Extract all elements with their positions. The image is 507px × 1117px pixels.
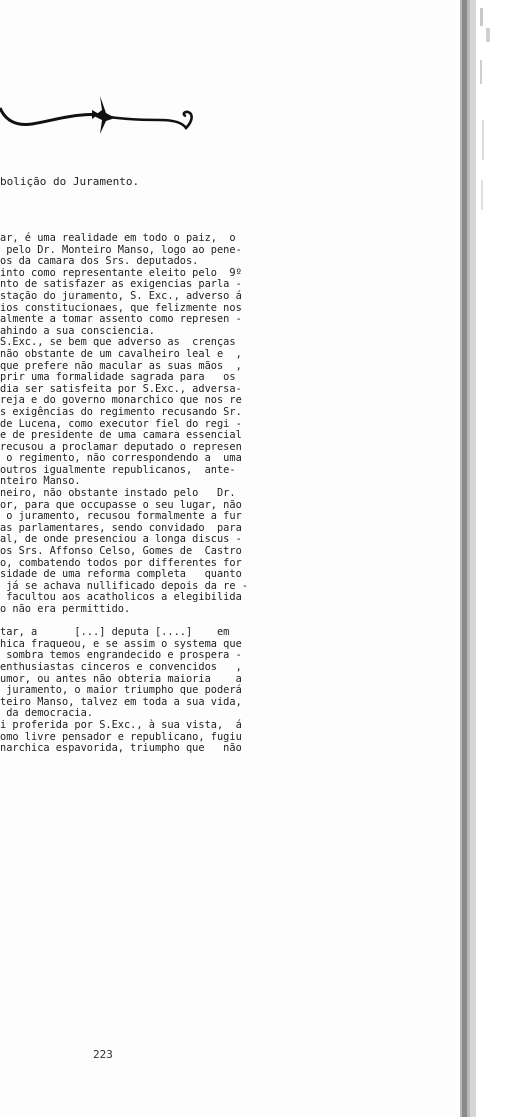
text-line: o, combatendo todos por differentes for [0, 556, 242, 569]
text-line: omo livre pensador e republicano, fugiu [0, 730, 242, 743]
text-line: neiro, não obstante instado pelo Dr. [0, 487, 236, 500]
text-line: s exigências do regimento recusando Sr. [0, 405, 242, 418]
text-line: juramento, o maior triumpho que poderá [0, 684, 242, 697]
text-line: outros igualmente republicanos, ante- [0, 463, 236, 476]
text-line: hica fraqueou, e se assim o systema que [0, 637, 242, 650]
text-line: prir uma formalidade sagrada para os [0, 371, 236, 384]
section-heading: bolição do Juramento. [0, 175, 140, 188]
text-line: i proferida por S.Exc., à sua vista, á [0, 718, 242, 731]
text-line: sidade de uma reforma completa quanto [0, 568, 242, 581]
text-line: tar, a [...] deputa [....] em [0, 626, 230, 639]
text-line: os da camara dos Srs. deputados. [0, 255, 199, 268]
text-line: que prefere não macular as suas mãos , [0, 359, 242, 372]
text-line: enthusiastas cinceros e convencidos , [0, 660, 242, 673]
text-line: as parlamentares, sendo convidado para [0, 521, 242, 534]
book-binding-edge [456, 0, 507, 1117]
text-line: teiro Manso, talvez em toda a sua vida, [0, 695, 242, 708]
text-line: al, de onde presenciou a longa discus - [0, 533, 242, 546]
text-line: ios constitucionaes, que felizmente nos [0, 301, 242, 314]
text-line: de Lucena, como executor fiel do regi - [0, 417, 242, 430]
text-line: narchica espavorida, triumpho que não [0, 742, 242, 755]
text-line: os Srs. Affonso Celso, Gomes de Castro [0, 545, 242, 558]
text-line: nteiro Manso. [0, 475, 81, 488]
text-line: ar, é uma realidade em todo o paiz, o [0, 232, 236, 244]
text-line: e de presidente de uma camara essencial [0, 429, 242, 442]
text-line: já se achava nullificado depois da re - [0, 579, 248, 592]
text-line: umor, ou antes não obteria maioria a [0, 672, 242, 685]
text-line: dia ser satisfeita por S.Exc., adversa- [0, 382, 242, 395]
text-line: stação do juramento, S. Exc., adverso á [0, 289, 242, 302]
text-line: o juramento, recusou formalmente a fur [0, 510, 242, 523]
text-line: reja e do governo monarchico que nos re [0, 394, 242, 407]
page-number: 223 [93, 1048, 113, 1061]
text-line: recusou a proclamar deputado o represen [0, 440, 242, 453]
text-line: S.Exc., se bem que adverso as crenças [0, 336, 236, 349]
text-line: into como representante eleito pelo 9º [0, 266, 242, 279]
text-line: ahindo a sua consciencia. [0, 324, 155, 337]
body-text [0, 233, 248, 755]
ornament-divider [0, 88, 200, 144]
text-line: sombra temos engrandecido e prospera - [0, 649, 242, 662]
text-line: pelo Dr. Monteiro Manso, logo ao pene- [0, 243, 242, 256]
text-line: facultou aos acatholicos a elegibilida [0, 591, 242, 604]
text-line: não obstante de um cavalheiro leal e , [0, 347, 242, 360]
text-line: nto de satisfazer as exigencias parla - [0, 278, 242, 291]
text-line: or, para que occupasse o seu lugar, não [0, 498, 242, 511]
text-line: o não era permittido. [0, 603, 131, 615]
text-line: o regimento, não correspondendo a uma [0, 452, 242, 465]
text-line: almente a tomar assento como represen - [0, 313, 242, 326]
text-line: da democracia. [0, 707, 93, 720]
